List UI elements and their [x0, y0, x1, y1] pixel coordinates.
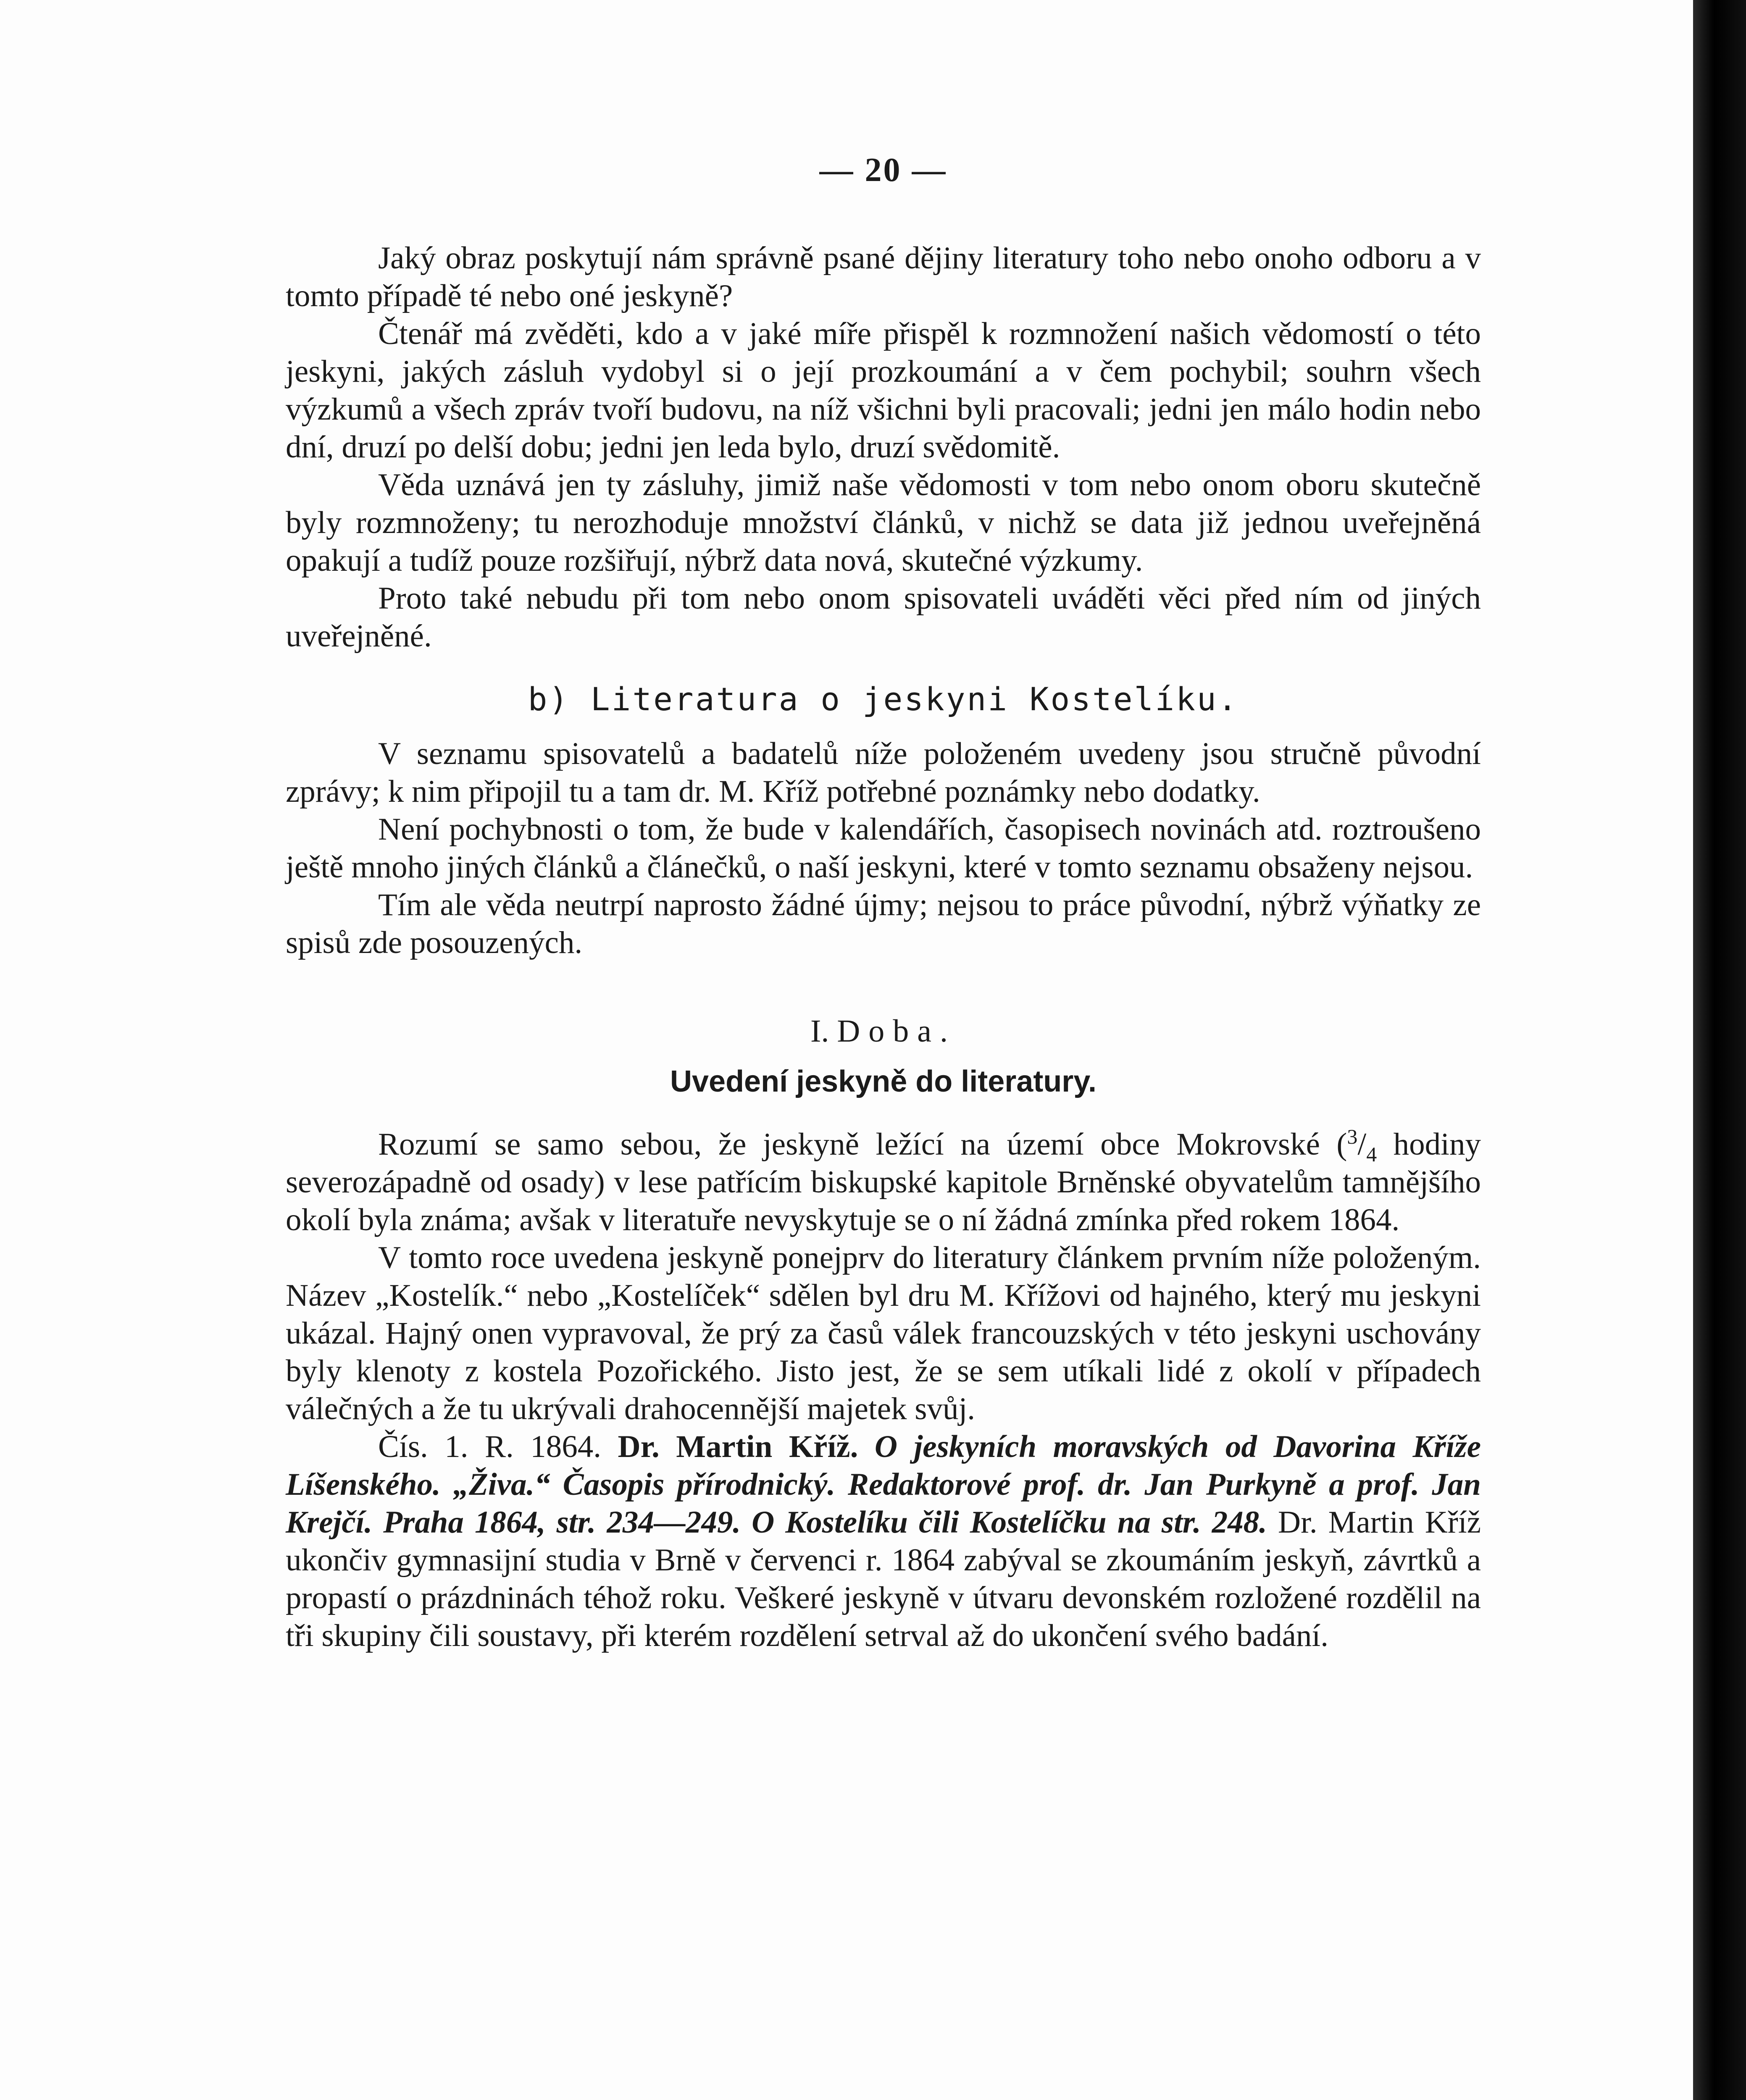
paragraph-9: V tomto roce uvedena jeskyně ponejprv do literatury článkem prvním níže položeným. Název „Kostelík.“ nebo „Kostelíček“ sdělen byl dru M. Křížovi od hajného, který mu jeskyni ukázal. Hajný onen vypravoval, že prý za časů válek francouzských v této jeskyni uschovány byly klenoty z kostela Pozořického. Jisto jest, že se sem utíkali lidé z okolí v případech válečných a že tu ukrývali drahocennější majetek svůj. [286, 1240, 1481, 1426]
book-binding-edge [1693, 0, 1746, 2100]
section-i-number: I. [810, 1013, 829, 1049]
paragraph-2: Čtenář má zvěděti, kdo a v jaké míře přispěl k rozmnožení našich vědomostí o této jeskyni, jakých zásluh vydobyl si o její prozkoumání a v čem pochybil; souhrn všech výzkumů a všech zpráv tvoří budovu, na níž všichni byli pracovali; jedni jen málo hodin nebo dní, druzí po delší dobu; jedni jen leda bylo, druzí svědomitě. [286, 316, 1481, 465]
paragraph-6: Není pochybnosti o tom, že bude v kalendářích, časopisech novinách atd. roztroušeno ještě mnoho jiných článků a článečků, o naší jeskyni, které v tomto seznamu obsaženy nejsou. [286, 812, 1481, 885]
section-b-title: b) Literatura o jeskyni Kostelíku. [528, 680, 1239, 718]
paragraph-8-start: Rozumí se samo sebou, že jeskyně ležící na území obce Mokrovské ( [378, 1127, 1347, 1162]
paragraph-8: Rozumí se samo sebou, že jeskyně ležící na území obce Mokrovské ($^3/_4$ hodiny severozápadně od osady) v lese patřícím biskupské kapitole Brněnské obyvatelům tamnějšího okolí byla známa; avšak v literatuře nevyskytuje se o ní žádná zmínka před rokem 1864. [286, 1125, 1481, 1237]
section-i-word: Doba. [837, 1013, 956, 1049]
citation-author: Dr. Martin Kříž. [618, 1429, 858, 1464]
paragraph-7: Tím ale věda neutrpí naprosto žádné újmy; nejsou to práce původní, nýbrž výňatky ze spisů zde posouzených. [286, 887, 1481, 960]
page-number: — 20 — [819, 152, 947, 189]
fraction-numerator: 3 [1347, 1125, 1358, 1148]
section-heading: Uvedení jeskyně do literatury. [670, 1065, 1097, 1098]
paragraph-5: V seznamu spisovatelů a badatelů níže položeném uvedeny jsou stručně původní zprávy; k nim připojil tu a tam dr. M. Kříž potřebné poznámky nebo dodatky. [286, 736, 1481, 809]
citation-number: Čís. 1. R. 1864. [378, 1429, 618, 1464]
citation-1 [286, 1428, 1481, 1655]
citation-reference: O jeskyních moravských od Davorina Kříže Líšenského. „Živa.“ Časopis přírodnický. Redaktorové prof. dr. Jan Purkyně a prof. Jan Krejčí. Praha 1864, str. 234—249. O Kostelíku čili Kostelíčku na str. 248. [286, 1429, 1481, 1540]
citation-commentary: Dr. Martin Kříž ukončiv gymnasijní studia v Brně v červenci r. 1864 zabýval se zkoumáním jeskyň, závrtků a propastí o prázdninách téhož roku. Veškeré jeskyně v útvaru devonském rozložené rozdělil na tři skupiny čili soustavy, při kterém rozdělení setrval až do ukončení svého badání. [286, 1505, 1481, 1653]
paragraph-8-end: hodiny severozápadně od osady) v lese patřícím biskupské kapitole Brněnské obyvatelům tamnějšího okolí byla známa; avšak v literatuře nevyskytuje se o ní žádná zmínka před rokem 1864. [286, 1127, 1481, 1237]
paragraph-4: Proto také nebudu při tom nebo onom spisovateli uváděti věci před ním od jiných uveřejněné. [286, 581, 1481, 654]
section-i-title [286, 1012, 1481, 1050]
paragraph-3: Věda uznává jen ty zásluhy, jimiž naše vědomosti v tom nebo onom oboru skutečně byly rozmnoženy; tu nerozhoduje množství článků, v nichž se data již jednou uveřejněná opakují a tudíž pouze rozšiřují, nýbrž data nová, skutečné výzkumy. [286, 467, 1481, 578]
paragraph-1: Jaký obraz poskytují nám správně psané dějiny literatury toho nebo onoho odboru a v tomto případě té nebo oné jeskyně? [286, 241, 1481, 313]
fraction-denominator: 4 [1366, 1142, 1377, 1166]
page-text [286, 151, 1481, 1655]
